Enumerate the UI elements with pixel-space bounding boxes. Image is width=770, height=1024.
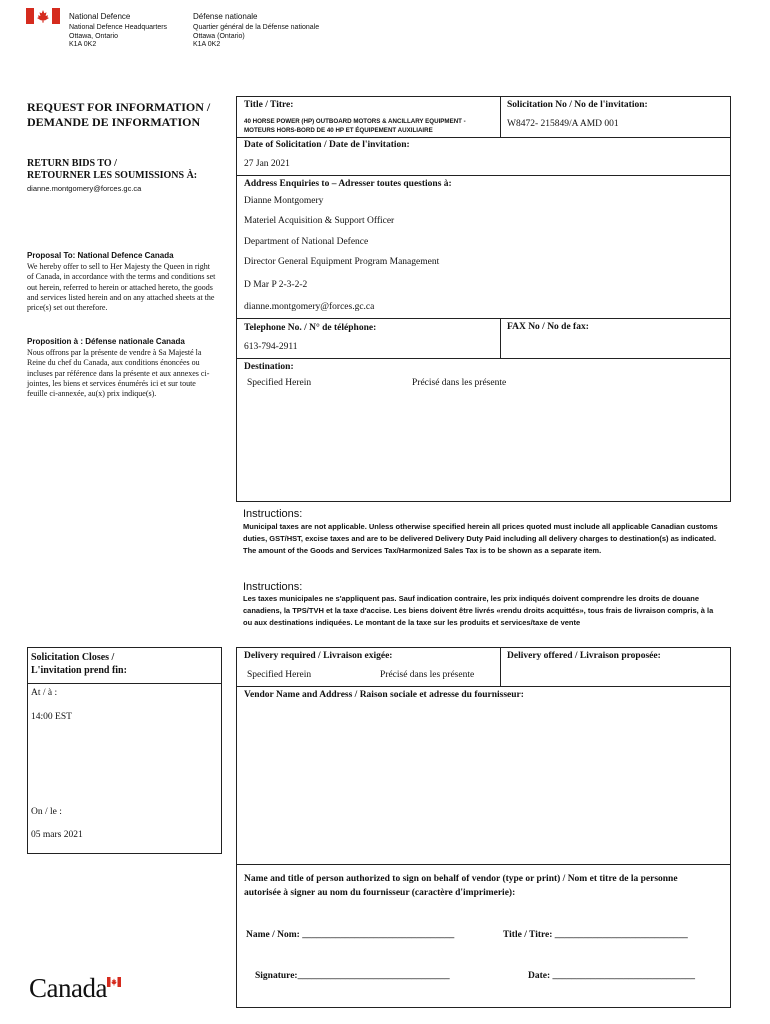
header-address-en-3: K1A 0K2 [69,41,97,48]
solicitation-date-value: 27 Jan 2021 [244,159,290,169]
closing-label-en: Solicitation Closes / [31,652,115,663]
header-english-block [69,12,167,50]
closing-label-fr: L'invitation prend fin: [31,665,127,676]
closing-label [31,651,127,677]
authorized-person-label-en: Name and title of person authorized to sign on behalf of vendor (type or print) / Nom et titre de la personne [244,874,678,884]
solicitation-number-label: Solicitation No / No de l'invitation: [507,100,648,110]
closing-date-value: 05 mars 2021 [31,830,83,840]
title-field[interactable]: Title / Titre: ____________________________ [503,930,688,940]
destination-value-fr: Précisé dans les présente [412,378,507,388]
return-bids-heading [27,158,197,182]
solicitation-closes-box [27,647,222,854]
return-bids-en: RETURN BIDS TO / [27,158,117,169]
header-address-fr-2: Ottawa (Ontario) [193,32,245,40]
canada-flag-icon [26,8,60,24]
address-line: Department of National Defence [244,237,369,247]
telephone-label: Telephone No. / N° de téléphone: [244,323,377,333]
header-french-block [193,12,319,50]
delivery-required-label: Delivery required / Livraison exigée: [244,651,393,661]
instructions-fr-heading: Instructions: [243,581,303,593]
divider [236,318,731,319]
telephone-value: 613-794-2911 [244,342,298,352]
solicitation-info-box [236,96,731,502]
wordmark-flag-icon [107,977,121,987]
document-title-fr: DEMANDE DE INFORMATION [27,115,201,129]
name-field[interactable]: Name / Nom: ________________________________ [246,930,455,940]
header-address-en-1: National Defence Headquarters [69,24,168,31]
closing-at-label: At / à : [31,688,58,698]
instructions-fr-body: Les taxes municipales ne s'appliquent pas. Sauf indication contraire, les prix indiqués doivent comprendre les droits de douane canadiens, la TPS/TVH et la taxe d'accise. Les biens doivent être livrés «rendu droits acquittés», tous frais de livraison compris, à la ou aux destinations indiquées. Le montant de la taxe sur les produits et services/taxe de vente [243,594,714,628]
header-org-fr: Défense nationale [193,12,258,21]
divider [500,647,501,686]
address-line: Materiel Acquisition & Support Officer [244,216,395,226]
address-line: D Mar P 2-3-2-2 [244,280,308,290]
divider [236,175,731,176]
proposal-en-heading: Proposal To: National Defence Canada [27,251,174,260]
authorized-person-label-fr: autorisée à signer au nom du fournisseur (caractère d'imprimerie): [244,888,516,898]
delivery-required-value-en: Specified Herein [247,670,312,680]
header-address-fr-3: K1A 0K2 [193,41,221,48]
date-field[interactable]: Date: ______________________________ [528,971,696,981]
divider [236,137,731,138]
solicitation-number-value: W8472- 215849/A AMD 001 [507,119,619,129]
closing-on-label: On / le : [31,807,62,817]
proposal-en-body: We hereby offer to sell to Her Majesty the Queen in right of Canada, in accordance with the terms and conditions set out herein, referred to herein or attached hereto, the goods and services listed herein and on any attached sheets at the price(s) set out therefore. [27,262,216,313]
solicitation-date-label: Date of Solicitation / Date de l'invitation: [244,140,410,150]
address-line: Director General Equipment Program Management [244,257,440,267]
delivery-required-value-fr: Précisé dans les présente [380,670,475,680]
vendor-name-address-field[interactable] [240,705,727,860]
header-org-en: National Defence [69,12,131,21]
header-address-en-2: Ottawa, Ontario [69,32,119,40]
header-address-fr-1: Quartier général de la Défense nationale [193,24,320,31]
return-bids-fr: RETOURNER LES SOUMISSIONS À: [27,170,198,181]
destination-value-en: Specified Herein [247,378,312,388]
divider [236,864,731,865]
divider [236,686,731,687]
address-enquiries-label: Address Enquiries to – Adresser toutes questions à: [244,179,452,189]
closing-time-value: 14:00 EST [31,712,72,722]
proposal-fr-body: Nous offrons par la présente de vendre à Sa Majesté la Reine du chef du Canada, aux conditions énoncées ou incluses par référence dans la présente et aux annexes ci-jointes, les biens et services énumérés ici et sur toute feuille ci-annexée, au(x) prix indique(s). [27,348,210,399]
delivery-offered-label: Delivery offered / Livraison proposée: [507,651,661,661]
authorized-person-label [244,872,678,900]
title-label: Title / Titre: [244,100,294,110]
divider [236,358,731,359]
document-title-en: REQUEST FOR INFORMATION / [27,100,211,114]
address-line: dianne.montgomery@forces.gc.ca [244,302,375,312]
fax-label: FAX No / No de fax: [507,322,589,332]
proposal-fr-heading: Proposition à : Défense nationale Canada [27,337,185,346]
destination-label: Destination: [244,362,294,372]
divider [500,96,501,138]
return-bids-email: dianne.montgomery@forces.gc.ca [27,184,142,193]
signature-field[interactable]: Signature:________________________________ [255,971,450,981]
instructions-en-heading: Instructions: [243,508,303,520]
title-value-en: 40 HORSE POWER (HP) OUTBOARD MOTORS & ANCILLARY EQUIPMENT - [244,118,466,125]
document-title [27,100,210,130]
instructions-en-body: Municipal taxes are not applicable. Unless otherwise specified herein all prices quoted must include all applicable Canadian customs duties, GST/HST, excise taxes and are to be delivered Delivery Duty Paid including all delivery charges to destination(s) as indicated. The amount of the Goods and Services Tax/Harmonized Sales Tax is to be shown as a separate item. [243,522,718,556]
canada-wordmark: Canada [29,973,107,1003]
title-value-fr: MOTEURS HORS-BORD DE 40 HP ET ÉQUIPEMENT AUXILIAIRE [244,127,433,134]
vendor-name-address-label: Vendor Name and Address / Raison sociale et adresse du fournisseur: [244,690,524,700]
divider [500,318,501,358]
address-line: Dianne Montgomery [244,196,324,206]
divider [27,683,222,684]
title-value [244,117,466,135]
